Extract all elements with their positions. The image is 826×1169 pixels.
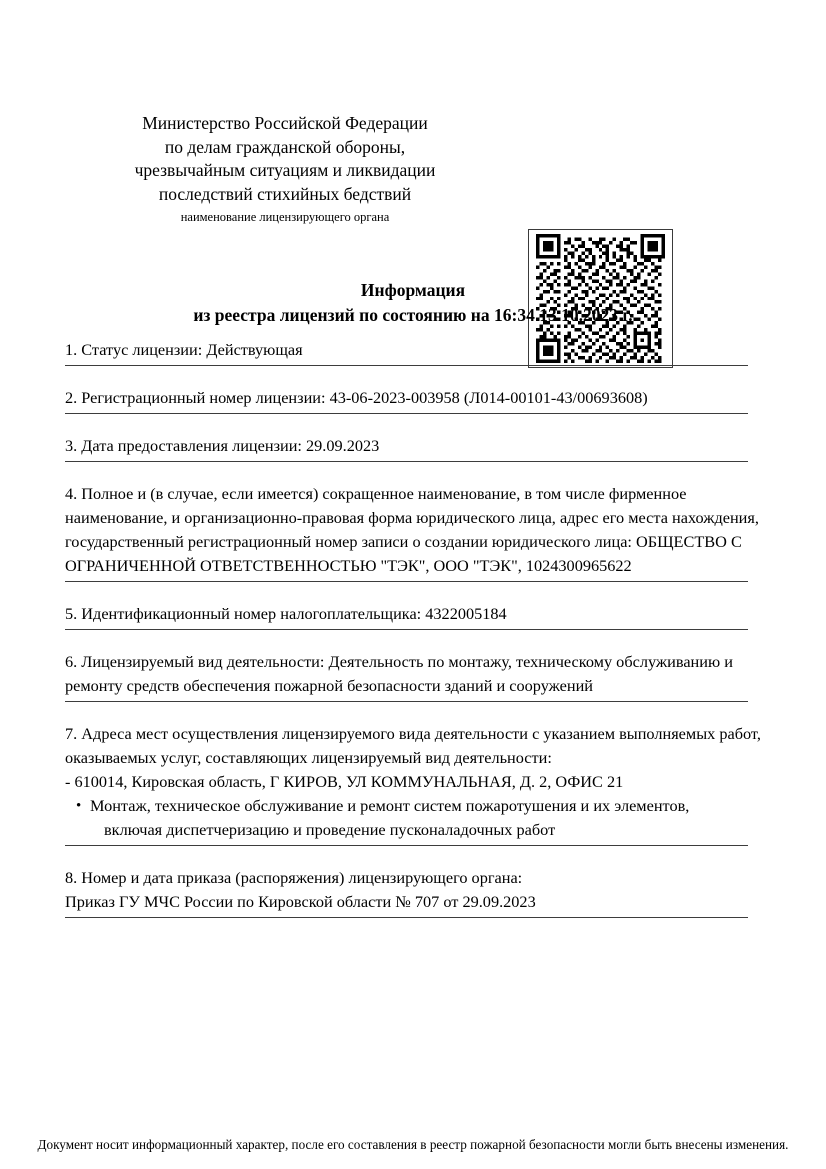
registry-item-inn — [65, 602, 791, 630]
activity-work-bullet — [65, 794, 765, 842]
authority-line-4: последствий стихийных бедствий — [158, 183, 412, 204]
page-title — [0, 278, 826, 328]
section-rule — [65, 917, 748, 918]
order-label-text: 8. Номер и дата приказа (распоряжения) лицензирующего органа: — [65, 868, 523, 887]
registry-item-activity-addresses — [65, 722, 791, 846]
page-title-line-1: Информация — [360, 280, 466, 300]
document-footer — [0, 1136, 826, 1154]
registry-item-registration-number — [65, 386, 791, 414]
section-rule — [65, 413, 748, 414]
section-rule — [65, 701, 748, 702]
registry-item-issue-date — [65, 434, 791, 462]
authority-line-1: Министерство Российской Федерации — [142, 113, 428, 133]
section-rule — [65, 845, 748, 846]
authority-line-2: по делам гражданской обороны, — [164, 136, 406, 157]
bullet-marker-icon: • — [76, 798, 82, 814]
section-rule — [65, 581, 748, 582]
inn-text: 5. Идентификационный номер налогоплательщика: 4322005184 — [65, 604, 507, 623]
authority-line-3: чрезвычайным ситуациям и ликвидации — [134, 160, 436, 180]
registry-item-order — [65, 866, 791, 918]
authority-caption: наименование лицензирующего органа — [180, 210, 390, 224]
section-rule — [65, 629, 748, 630]
license-status-text: 1. Статус лицензии: Действующая — [65, 340, 303, 359]
registry-item-licensed-activity — [65, 650, 791, 702]
activity-addresses-intro: 7. Адреса мест осуществления лицензируемого вида деятельности с указанием выполняемых работ, оказываемых услуг, составляющих лицензируемый вид деятельности: — [65, 724, 765, 767]
activity-address-line: - 610014, Кировская область, Г КИРОВ, УЛ КОММУНАЛЬНАЯ, Д. 2, ОФИС 21 — [65, 772, 624, 791]
document-header — [0, 112, 826, 272]
registry-items — [65, 338, 791, 938]
section-rule — [65, 461, 748, 462]
order-value-text: Приказ ГУ МЧС России по Кировской области № 707 от 29.09.2023 — [65, 892, 536, 911]
activity-work-text-continued: включая диспетчеризацию и проведение пусконаладочных работ — [104, 820, 556, 839]
issue-date-text: 3. Дата предоставления лицензии: 29.09.2023 — [65, 436, 380, 455]
registry-item-legal-entity — [65, 482, 791, 582]
activity-work-text: Монтаж, техническое обслуживание и ремонт систем пожаротушения и их элементов, — [90, 796, 690, 815]
licensing-authority-block — [65, 112, 505, 227]
section-rule — [65, 365, 748, 366]
licensed-activity-text: 6. Лицензируемый вид деятельности: Деятельность по монтажу, техническому обслуживанию и ремонту средств обеспечения пожарной безопасности зданий и сооружений — [65, 652, 737, 695]
legal-entity-text: 4. Полное и (в случае, если имеется) сокращенное наименование, в том числе фирменное наименование, и организационно-правовая форма юридического лица, адрес его места нахождения, государственный регистрационный номер записи о создании юридического лица: ОБЩЕСТВО С ОГРАНИЧЕННОЙ ОТВЕТСТВЕННОСТЬЮ "ТЭК", ООО "ТЭК", 1024300965622 — [65, 484, 764, 575]
registry-item-license-status — [65, 338, 791, 366]
page-title-line-2: из реестра лицензий по состоянию на 16:34 13.10.2023 г. — [193, 305, 633, 325]
registration-number-text: 2. Регистрационный номер лицензии: 43-06-2023-003958 (Л014-00101-43/00693608) — [65, 388, 648, 407]
footer-disclaimer-text: Документ носит информационный характер, после его составления в реестр пожарной безопасности могли быть внесены изменения. — [37, 1137, 789, 1152]
